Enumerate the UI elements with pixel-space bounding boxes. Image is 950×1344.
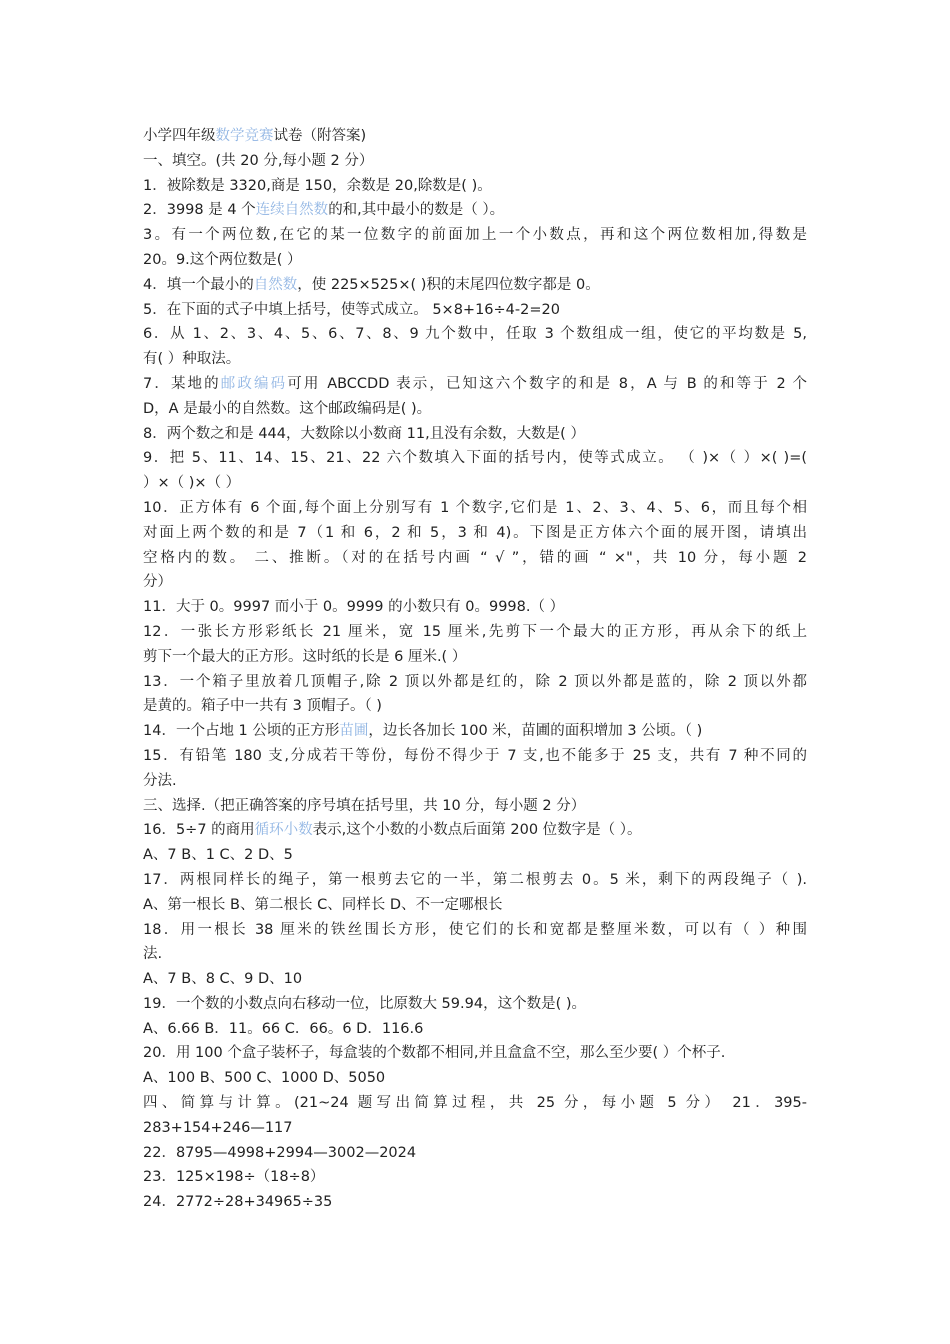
keyword-link[interactable]: 连续自然数	[255, 202, 329, 219]
text-line	[143, 1041, 807, 1066]
text-line	[143, 471, 807, 496]
text-span: 三、选择.（把正确答案的序号填在括号里，共 10 分，每小题 2 分）	[143, 797, 586, 814]
text-span: 18．用一根长 38 厘米的铁丝围长方形，使它们的长和宽都是整厘米数，可以有（ ）种围	[143, 921, 807, 938]
text-line	[143, 595, 807, 620]
keyword-link[interactable]: 循环小数	[254, 822, 313, 839]
text-line	[143, 769, 807, 794]
text-line	[143, 298, 807, 323]
text-line	[143, 322, 807, 347]
text-line	[143, 223, 807, 248]
text-span: 17．两根同样长的绳子，第一根剪去它的一半，第二根剪去 0。5 米，剩下的两段绳子（ ).	[143, 871, 807, 888]
text-line	[143, 124, 807, 149]
text-line	[143, 942, 807, 967]
text-span: 7．某地的	[143, 375, 221, 392]
text-span: 14．一个占地 1 公顷的正方形	[143, 723, 340, 740]
text-line	[143, 1190, 807, 1215]
text-span: 小学四年级	[143, 128, 216, 144]
text-span: 分）	[143, 574, 172, 591]
text-line	[143, 446, 807, 471]
text-line	[143, 521, 807, 546]
text-span: D，A 是最小的自然数。这个邮政编码是( )。	[143, 400, 432, 417]
text-line	[143, 1017, 807, 1042]
text-line	[143, 1091, 807, 1116]
text-span: 可用 ABCCDD 表示，已知这六个数字的和是 8，A 与 B 的和等于 2 个	[287, 375, 807, 392]
text-span: ）×（ )×（ ）	[143, 475, 241, 492]
text-line	[143, 570, 807, 595]
text-line	[143, 422, 807, 447]
text-span: A、第一根长 B、第二根长 C、同样长 D、不一定哪根长	[143, 896, 503, 913]
text-span: 2．3998 是 4 个	[143, 202, 256, 219]
text-line	[143, 719, 807, 744]
text-line	[143, 645, 807, 670]
text-span: 16．5÷7 的商用	[143, 822, 255, 839]
text-line	[143, 818, 807, 843]
text-span: 有( ）种取法。	[143, 351, 241, 368]
text-span: 13．一个箱子里放着几顶帽子,除 2 顶以外都是红的，除 2 顶以外都是蓝的，除 2 顶以外都	[143, 673, 807, 690]
text-line	[143, 868, 807, 893]
text-span: 四、简算与计算。(21~24 题写出简算过程，共 25 分，每小题 5 分） 21．395-	[143, 1095, 807, 1112]
text-span: 3。有一个两位数,在它的某一位数字的前面加上一个小数点，再和这个两位数相加,得数是	[143, 227, 807, 244]
text-line	[143, 198, 807, 223]
text-span: 是黄的。箱子中一共有 3 顶帽子。（ )	[143, 698, 382, 715]
text-span: ，使 225×525×( )积的末尾四位数字都是 0。	[297, 276, 600, 293]
text-span: 22．8795—4998+2994—3002—2024	[143, 1144, 417, 1161]
text-line	[143, 1141, 807, 1166]
keyword-link[interactable]: 邮政编码	[220, 375, 288, 392]
text-span: A、100 B、500 C、1000 D、5050	[143, 1070, 386, 1087]
text-line	[143, 967, 807, 992]
text-line	[143, 670, 807, 695]
keyword-link[interactable]: 苗圃	[339, 723, 369, 740]
text-span: 1．被除数是 3320,商是 150，余数是 20,除数是( )。	[143, 177, 492, 194]
text-span: 20。9.这个两位数是( ）	[143, 251, 302, 268]
text-line	[143, 918, 807, 943]
text-line	[143, 174, 807, 199]
text-line	[143, 347, 807, 372]
text-span: 10．正方体有 6 个面,每个面上分别写有 1 个数字,它们是 1、2、3、4、5、6，而且每个相	[143, 499, 807, 516]
text-line	[143, 372, 807, 397]
text-span: 表示,这个小数的小数点后面第 200 位数字是（ ）。	[312, 822, 642, 839]
text-span: 12．一张长方形彩纸长 21 厘米，宽 15 厘米,先剪下一个最大的正方形，再从余下的纸上	[143, 623, 807, 640]
text-span: 283+154+246—117	[143, 1119, 293, 1136]
text-line	[143, 893, 807, 918]
text-line	[143, 1066, 807, 1091]
text-span: A、6.66 B．11。66 C．66。6 D．116.6	[143, 1020, 424, 1037]
text-span: 20．用 100 个盒子装杯子，每盒装的个数都不相同,并且盒盒不空，那么至少要( ）个杯子.	[143, 1045, 726, 1062]
keyword-link[interactable]: 数学竞赛	[215, 128, 274, 144]
text-span: 一、填空。(共 20 分,每小题 2 分）	[143, 152, 374, 169]
text-line	[143, 620, 807, 645]
text-line	[143, 1116, 807, 1141]
text-line	[143, 248, 807, 273]
text-span: 15．有铅笔 180 支,分成若干等份，每份不得少于 7 支,也不能多于 25 支，共有 7 种不同的	[143, 747, 807, 764]
text-span: 19．一个数的小数点向右移动一位，比原数大 59.94，这个数是( )。	[143, 995, 586, 1012]
text-span: 的和,其中最小的数是（ ）。	[328, 202, 505, 219]
text-span: 24．2772÷28+34965÷35	[143, 1194, 333, 1211]
text-span: 6．从 1、2、3、4、5、6、7、8、9 九个数中，任取 3 个数组成一组，使它的平均数是 5,	[143, 326, 807, 343]
text-span: 法.	[143, 946, 163, 963]
text-line	[143, 1165, 807, 1190]
text-span: 23．125×198÷（18÷8）	[143, 1169, 325, 1186]
text-line	[143, 149, 807, 174]
text-line	[143, 992, 807, 1017]
text-span: 剪下一个最大的正方形。这时纸的长是 6 厘米.( ）	[143, 648, 467, 665]
text-line	[143, 794, 807, 819]
text-line	[143, 397, 807, 422]
text-span: 11．大于 0。9997 而小于 0。9999 的小数只有 0。9998.（ ）	[143, 599, 565, 616]
text-span: 空格内的数。 二、推断。（对的在括号内画 “ √ ”，错的画 “ ×"，共 10 分，每小题 2	[143, 549, 807, 566]
text-line	[143, 496, 807, 521]
keyword-link[interactable]: 自然数	[253, 276, 298, 293]
text-span: 试卷（附答案)	[273, 128, 367, 144]
text-span: 5．在下面的式子中填上括号，使等式成立。 5×8+16÷4-2=20	[143, 301, 560, 318]
exam-document	[143, 124, 807, 1215]
text-span: 4．填一个最小的	[143, 276, 254, 293]
text-span: ，边长各加长 100 米，苗圃的面积增加 3 公顷。（ )	[368, 723, 703, 740]
text-line	[143, 843, 807, 868]
text-line	[143, 694, 807, 719]
text-span: 对面上两个数的和是 7（1 和 6，2 和 5，3 和 4)。下图是正方体六个面的展开图，请填出	[143, 524, 807, 541]
text-span: 分法.	[143, 772, 177, 789]
text-line	[143, 546, 807, 571]
text-span: A、7 B、8 C、9 D、10	[143, 971, 303, 988]
text-span: A、7 B、1 C、2 D、5	[143, 847, 293, 864]
text-line	[143, 273, 807, 298]
text-span: 8．两个数之和是 444，大数除以小数商 11,且没有余数，大数是( ）	[143, 425, 585, 442]
text-span: 9．把 5、11、14、15、21、22 六个数填入下面的括号内，使等式成立。 （ )×（ ）×( )=(	[143, 450, 807, 467]
text-line	[143, 744, 807, 769]
